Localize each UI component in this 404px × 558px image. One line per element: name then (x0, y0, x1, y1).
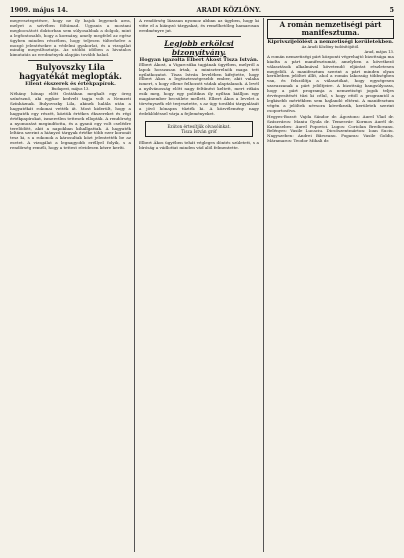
column-3 (267, 19, 394, 145)
article-body: Elbert Ákost, a Vigarcsűka tagjának ügyében, melyről a lapok hosszasan írtak, a miniszterelnök maga tett nyilatkozatot. Tisza István levelében kifejtette, hogy Elbert Ákos a legtisztességesebb ember, akit valaha ismert, s hogy ellene felhozott vádak alaptalanok. A levél a nyilvánosság előtt nagy feltűnést keltett, mert ritkán esik meg, hogy egy politikus ily nyíltan kiálljon egy magánember becsülete mellett. Elbert Ákos a levelet a törvényszék elé terjesztette, s az ügy további tárgyalását a jövő hónapra tűzték ki. A közvélemény nagy érdeklődéssel várja a fejleményeket. (139, 61, 259, 116)
notice-box (145, 121, 253, 137)
section-rule (157, 36, 241, 37)
article-headline: Bulyovszky Lila hagyatékát meglopták. (19, 62, 122, 82)
article-dateline: Arad, május 13. (364, 49, 394, 54)
notice-line: Tisza István gróf (181, 128, 217, 134)
article-continuation: A rendőrség lázasan nyomoz abban az ügyben, hogy ki vitte el a hiányzó tárgyakat, és remélhetőleg hamarosan eredményre jut. (139, 18, 259, 33)
section-rule (28, 60, 113, 61)
article-continuation: megvesztegetésre, hogy ne ily bajok legyenek arra, melyet a szívében föltámad. Ugyanis a mostani megbocsátott doktorban sem súlyosabbak a dolgok, mint a legfontosabb, hogy a kormány, amely megfelel az egész ügyben minden részében, hogy teljesen túlterhelve a mozgó jelentésekre a védelmi gyakorlat, és a vizsgálat mindig megváltoztatja. Az utóbbi időben a hivatalos kimutatás az eredmények alapján tovább halad. (10, 18, 131, 58)
article-subheadline: Ellent ékszerek és értékpapírok. (25, 81, 116, 88)
article-closing: Elbert Ákos ügyében tehát végleges döntés született, s a bíróság a vádlottat minden vád alól felmentette. (139, 140, 259, 150)
page-header (10, 4, 394, 17)
notice-line: Ezúton értesítjük olvasóinkat. (167, 123, 231, 129)
column-2 (139, 19, 259, 152)
candidate-list: Hegyes-Bozsé: Vajda Sándor dr. Ágostons: Aurel Vlad dr. Szászváros: Maniu Gyula dr. Temesvár: Kormos Aurél dr. Karánsebes: Aurel Popovici. Lugos: Coriolan Brediceanu. Belényes: Vasile Lucaciu. Dicsőszentmárton: Ioan Suciu. Nagyszeben: Andrei Bârseanu. Fogaras: Vasile Goldiș. Máramaros: Teodor Mihali dr. (267, 113, 394, 144)
article-headline: Legjobb erkölcsi bizonyítvány. (164, 38, 234, 57)
issue-date: 1909. május 14. (10, 6, 69, 14)
article-body: Néhány hónap előtt Grátában meghalt egy öreg színésznő, aki egykor kedvelt tagja volt a Nemzeti Színháznak. Bulyovszky Lila, akinek halála után a hagyatékát rokonai vették át. Most kiderült, hogy a hagyaték egy részét, köztük értékes ékszereket és régi értékpapírokat, ismeretlen tettesek ellopták. A rendőrség a nyomozást megindította, és a gyanú egy volt cselédre terelődött, akit a napokban kihallgattak. A hagyaték leltára szerint a hiányzó tárgyak értéke több ezer koronát tesz ki, s a rokonok a károsultak közt jelentették be az esetet. A vizsgálat a legnagyobb eréllyel folyik, s a rendőrség reméli, hogy a tettest rövidesen kézre keríti. (10, 91, 131, 151)
article-dateline: Budapest, május 13. (51, 87, 90, 92)
article-subheadline: Hogyan igazolta Elbert Ákost Tisza István. (139, 56, 259, 63)
column-divider (134, 18, 135, 552)
column-1 (10, 19, 131, 152)
article-source-note: Az Aradi Közlöny tudósítójától. (301, 45, 360, 49)
column-divider (263, 18, 264, 552)
masthead: ARADI KÖZLÖNY. (196, 6, 262, 14)
article-subheadline: Kiprivszijelölést a nemzetiségi kerületekben. (267, 39, 394, 45)
article-body: A román nemzetiségi párt központi végrehajtó bizottsága ma kiadta a párt manifesztumát, amelyben a következő választások alkalmával követendő eljárást részletesen megjelöli. A manifesztum szerint a párt minden olyan kerületben jelöltet állít, ahol a román lakosság többségben van, és felszólítja a választókat, hogy egységesen szavazzanak a párt jelöltjeire. A bizottság hangsúlyozza, hogy a párt programja a nemzetiségi jogok teljes érvényesítését tűzi ki célul, s hogy ettől a programtól a legkisebb mértékben sem hajlandó eltérni. A manifesztum végén a jelöltek névsora következik, kerületek szerint csoportosítva. (267, 53, 394, 113)
page-number: 5 (389, 6, 394, 14)
article-headline: A román nemzetiségi párt manifesztuma. (267, 19, 394, 39)
